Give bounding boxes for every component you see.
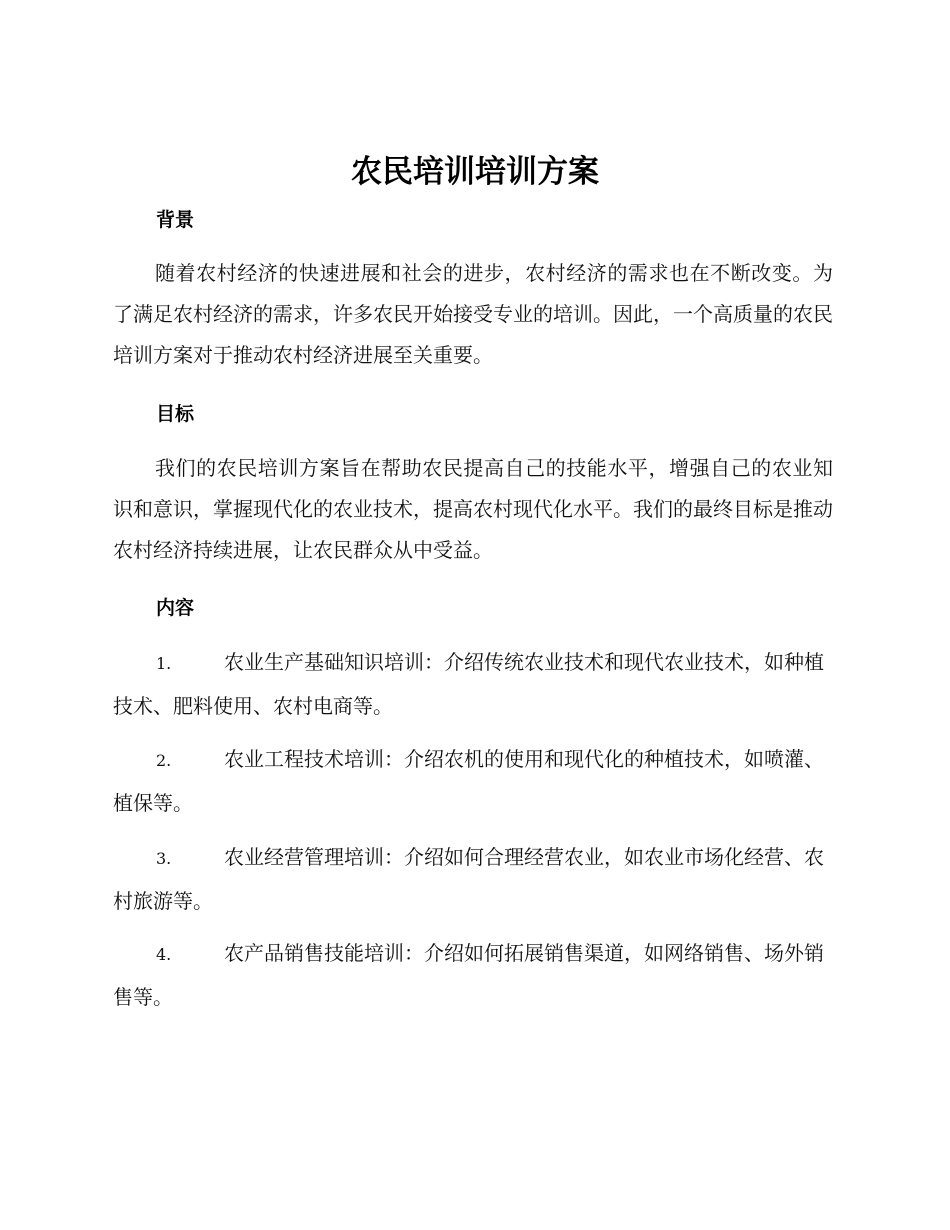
section-paragraph-goal: 我们的农民培训方案旨在帮助农民提高自己的技能水平，增强自己的农业知识和意识，掌握现代化的农业技术，提高农村现代化水平。我们的最终目标是推动农村经济持续进展，让农民群众从中受益。 <box>113 456 833 562</box>
list-item-text: 农产品销售技能培训：介绍如何拓展销售渠道，如网络销售、场外销售等。 <box>113 941 824 1009</box>
list-item-number: 3. <box>156 849 172 868</box>
list-item <box>113 738 833 825</box>
list-item-text: 农业生产基础知识培训：介绍传统农业技术和现代农业技术，如种植技术、肥料使用、农村电商等。 <box>113 650 824 718</box>
list-item-text: 农业工程技术培训：介绍农机的使用和现代化的种植技术，如喷灌、植保等。 <box>113 747 824 815</box>
list-item-number: 1. <box>156 654 172 673</box>
list-item <box>113 641 833 728</box>
section-heading-content: 内容 <box>156 597 195 619</box>
document-title: 农民培训培训方案 <box>351 154 599 190</box>
section-paragraph-background: 随着农村经济的快速进展和社会的进步，农村经济的需求也在不断改变。为了满足农村经济的需求，许多农民开始接受专业的培训。因此，一个高质量的农民培训方案对于推动农村经济进展至关重要。 <box>113 261 833 367</box>
list-item <box>113 932 833 1019</box>
list-item <box>113 836 833 923</box>
section-heading-goal: 目标 <box>156 403 195 425</box>
list-item-number: 4. <box>156 945 172 964</box>
list-item-text: 农业经营管理培训：介绍如何合理经营农业，如农业市场化经营、农村旅游等。 <box>113 845 824 913</box>
section-heading-background: 背景 <box>156 209 195 231</box>
list-item-number: 2. <box>156 751 172 770</box>
